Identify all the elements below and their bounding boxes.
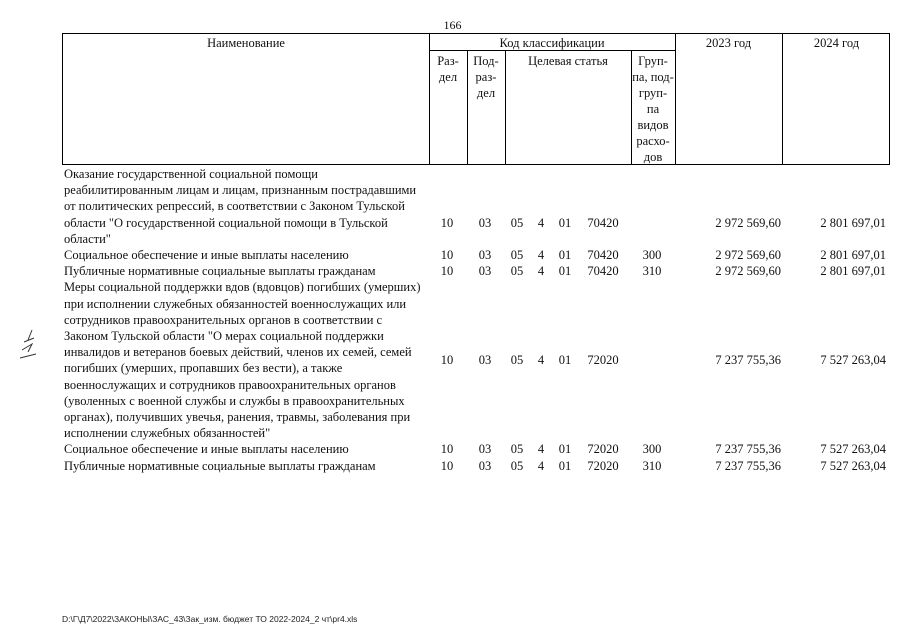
row-cs-direction: 70420 [587, 264, 619, 279]
row-cs-program: 05 [510, 442, 524, 457]
row-cs-direction: 70420 [587, 248, 619, 263]
row-amount-2023: 2 972 569,60 [715, 264, 781, 279]
header-section-line: Раз- [437, 54, 459, 68]
header-group-line: видов [637, 118, 669, 132]
table-row [62, 263, 890, 279]
table-body [62, 166, 890, 474]
header-group-line: Груп- [638, 54, 668, 68]
row-cs-subprogram: 01 [558, 353, 572, 368]
row-amount-2024: 2 801 697,01 [820, 215, 886, 230]
table-row [62, 458, 890, 474]
header-group-line: па, под- [632, 70, 674, 84]
row-group: 310 [642, 458, 662, 473]
row-name: Публичные нормативные социальные выплаты гражданам [64, 264, 376, 279]
row-razdel: 10 [440, 248, 454, 263]
row-amount-2023: 2 972 569,60 [715, 215, 781, 230]
header-name: Наименование [207, 36, 285, 50]
header-group-line: расхо- [636, 134, 670, 148]
row-cs-direction: 72020 [587, 353, 619, 368]
row-cs-subprogram: 01 [558, 264, 572, 279]
row-amount-2023: 7 237 755,36 [715, 353, 781, 368]
row-podrazdel: 03 [478, 264, 492, 279]
header-subsection-line: Под- [473, 54, 499, 68]
header-classification: Код классификации [499, 36, 605, 50]
row-group: 300 [642, 248, 662, 263]
row-amount-2023: 7 237 755,36 [715, 458, 781, 473]
row-group: 300 [642, 442, 662, 457]
row-razdel: 10 [440, 353, 454, 368]
header-section-line: дел [438, 70, 458, 84]
row-cs-type: 4 [537, 458, 545, 473]
row-name: Меры социальной поддержки вдов (вдовцов) погибших (умерших) при исполнении служебных обязанностей военнослужащих или сотрудников правоохранительных органов в соответствии с Законом Тульской области "О мерах социальной поддержки инвалидов и ветеранов боевых действий, членов их семей, семей погибших (умерших, пропавших без вести), а также военнослужащих и сотрудников правоохранительных органов (уволенных с военной службы и службы в правоохранительных органах), получивших увечья, ранения, травмы, заболевания при исполнении служебных обязанностей" [64, 280, 421, 441]
row-cs-subprogram: 01 [558, 458, 572, 473]
row-cs-direction: 70420 [587, 215, 619, 230]
row-name: Публичные нормативные социальные выплаты гражданам [64, 458, 376, 473]
row-amount-2024: 7 527 263,04 [820, 353, 886, 368]
row-name: Социальное обеспечение и иные выплаты населению [64, 442, 349, 457]
handwritten-mark-icon [18, 328, 40, 362]
header-group-line: груп- [638, 86, 668, 100]
row-cs-type: 4 [537, 215, 545, 230]
header-target-item: Целевая статья [528, 54, 608, 68]
row-razdel: 10 [440, 458, 454, 473]
row-amount-2024: 7 527 263,04 [820, 442, 886, 457]
row-name: Оказание государственной социальной помощи реабилитированным лицам и лицам, признанным пострадавшими от политических репрессий, в соответствии с Законом Тульской области "О государственной социальной помощи в Тульской области" [64, 167, 417, 246]
row-amount-2023: 7 237 755,36 [715, 442, 781, 457]
row-group: 310 [642, 264, 662, 279]
row-cs-program: 05 [510, 458, 524, 473]
table-row [62, 279, 890, 441]
row-podrazdel: 03 [478, 248, 492, 263]
row-razdel: 10 [440, 264, 454, 279]
header-divider [782, 34, 783, 164]
table-row [62, 441, 890, 457]
row-amount-2023: 2 972 569,60 [715, 248, 781, 263]
row-cs-direction: 72020 [587, 458, 619, 473]
header-year-2024: 2024 год [813, 36, 860, 50]
header-group-line: па [646, 102, 660, 116]
row-podrazdel: 03 [478, 442, 492, 457]
row-cs-type: 4 [537, 264, 545, 279]
row-cs-subprogram: 01 [558, 215, 572, 230]
row-amount-2024: 2 801 697,01 [820, 248, 886, 263]
row-cs-type: 4 [537, 442, 545, 457]
page-number: 166 [443, 18, 462, 32]
row-podrazdel: 03 [478, 215, 492, 230]
header-divider [675, 34, 676, 164]
header-group [631, 53, 675, 165]
table-row [62, 247, 890, 263]
table-header [62, 33, 890, 165]
row-cs-type: 4 [537, 353, 545, 368]
row-cs-program: 05 [510, 353, 524, 368]
row-cs-program: 05 [510, 215, 524, 230]
row-cs-program: 05 [510, 248, 524, 263]
row-razdel: 10 [440, 442, 454, 457]
table-row [62, 166, 890, 247]
row-amount-2024: 7 527 263,04 [820, 458, 886, 473]
row-podrazdel: 03 [478, 458, 492, 473]
header-group-line: дов [643, 150, 663, 164]
row-amount-2024: 2 801 697,01 [820, 264, 886, 279]
row-name: Социальное обеспечение и иные выплаты населению [64, 248, 349, 263]
header-subsection [467, 53, 505, 101]
row-cs-subprogram: 01 [558, 248, 572, 263]
row-podrazdel: 03 [478, 353, 492, 368]
header-year-2023: 2023 год [705, 36, 752, 50]
file-path-footer: D:\Г\Д7\2022\ЗАКОНЫ\ЗАС_43\Зак_изм. бюджет ТО 2022-2024_2 чт\pr4.xls [62, 614, 358, 624]
row-cs-program: 05 [510, 264, 524, 279]
row-cs-direction: 72020 [587, 442, 619, 457]
row-cs-type: 4 [537, 248, 545, 263]
header-subsection-line: дел [476, 86, 496, 100]
row-cs-subprogram: 01 [558, 442, 572, 457]
header-section [429, 53, 467, 85]
row-razdel: 10 [440, 215, 454, 230]
header-subsection-line: раз- [475, 70, 497, 84]
